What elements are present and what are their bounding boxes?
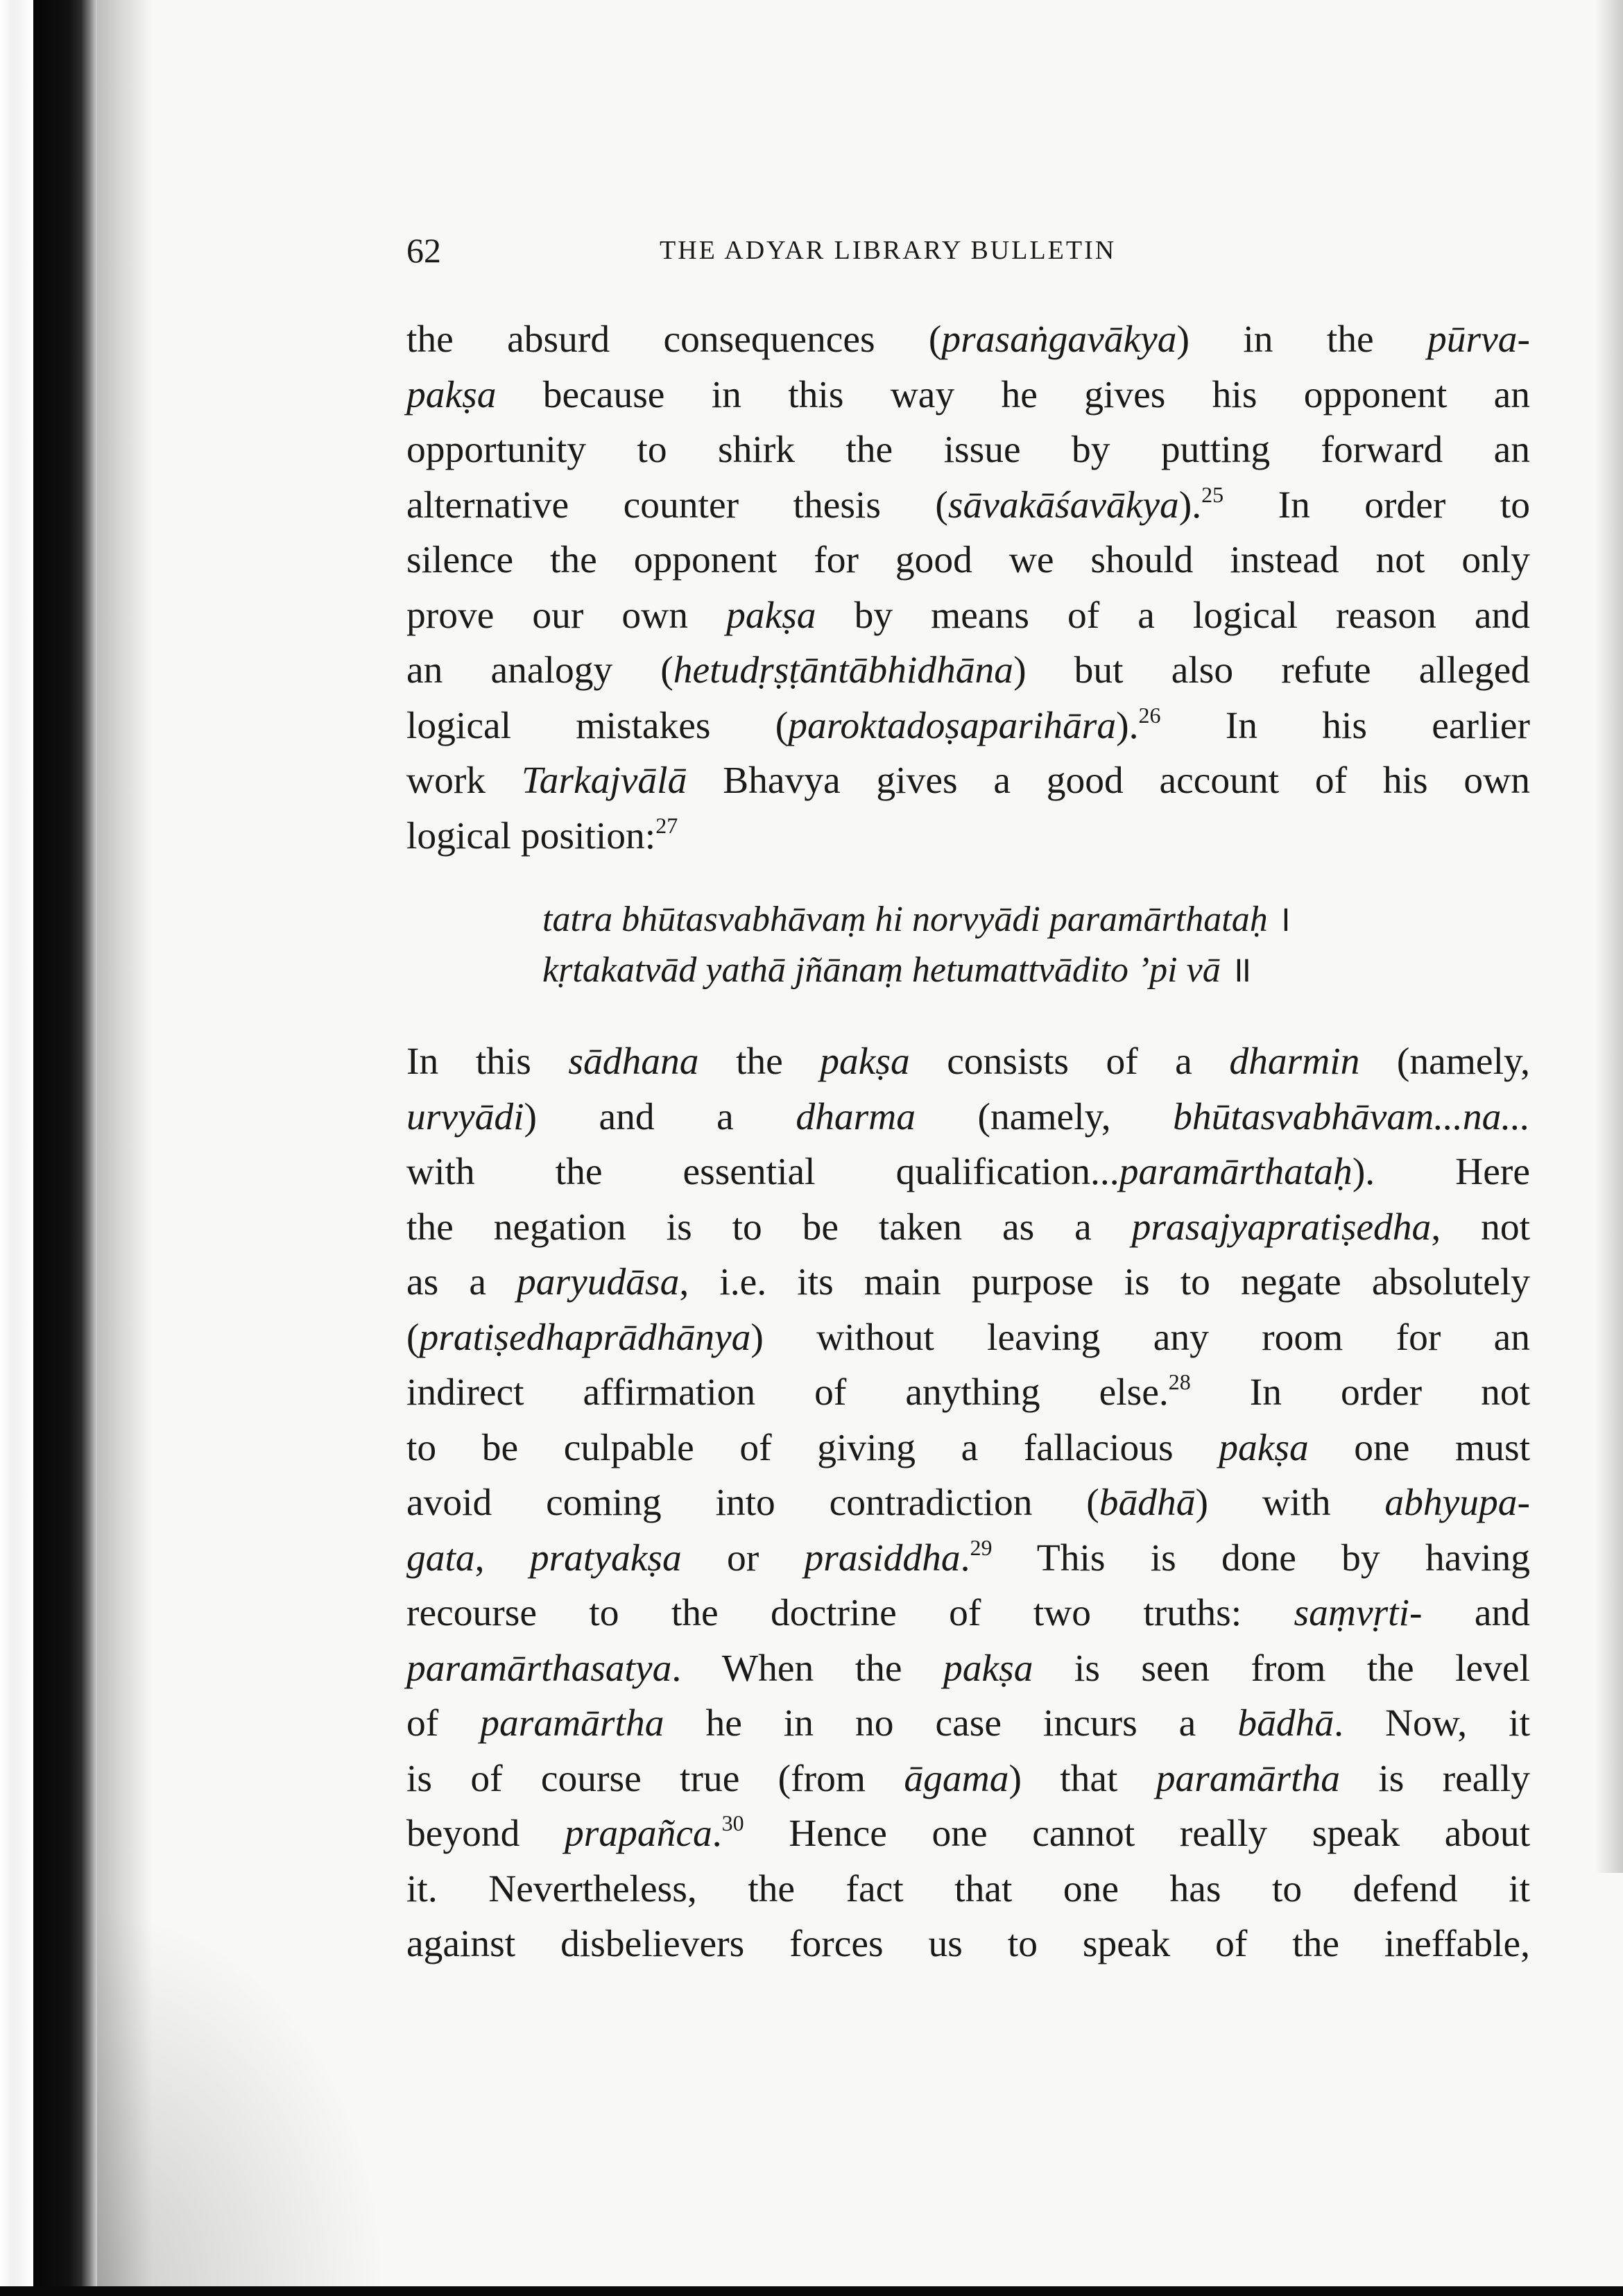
- text-line: with the essential qualification...paramārthataḥ). Here: [406, 1151, 1530, 1193]
- text-line: opportunity to shirk the issue by putting forward an: [406, 429, 1530, 471]
- footnote-ref: 30: [721, 1810, 744, 1835]
- book-page: [406, 226, 1530, 1972]
- text-line: silence the opponent for good we should instead not only: [406, 539, 1530, 581]
- text-line: beyond prapañca.$^{30}$ Hence one cannot really speak about: [406, 1810, 1530, 1855]
- page-number: 62: [406, 231, 441, 270]
- text-line: logical position:$^{27}$: [406, 812, 678, 857]
- text-line: it. Nevertheless, the fact that one has to defend it: [406, 1867, 1530, 1910]
- paragraph-2: [406, 1034, 1530, 1972]
- text-line: (pratiṣedhaprādhānya) without leaving any room for an: [406, 1316, 1530, 1359]
- text-line: as a paryudāsa, i.e. its main purpose is to negate absolutely: [406, 1261, 1531, 1303]
- footnote-ref: 25: [1201, 481, 1224, 507]
- footnote-ref: 27: [655, 812, 678, 838]
- text-line: logical mistakes (paroktadoṣaparihāra).$^{26}$ In his earlier: [406, 702, 1530, 747]
- binding-gutter-shadow: [33, 0, 97, 2296]
- danda-mark: ।: [1277, 900, 1291, 939]
- scan-noise-corner: [97, 1908, 388, 2296]
- text-line: against disbelievers forces us to speak of the ineffable,: [406, 1923, 1530, 1965]
- text-line: an analogy (hetudṛṣṭāntābhidhāna) but also refute alleged: [406, 649, 1530, 692]
- text-line: work Tarkajvālā Bhavya gives a good account of his own: [406, 760, 1530, 802]
- text-line: indirect affirmation of anything else.$^{28}$ In order not: [406, 1369, 1531, 1414]
- text-line: avoid coming into contradiction (bādhā) with abhyupa-: [406, 1482, 1530, 1524]
- scan-bottom-edge: [0, 2286, 1623, 2296]
- footnote-ref: 28: [1168, 1369, 1191, 1394]
- text-line: In this sādhana the pakṣa consists of a dharmin (namely,: [406, 1040, 1531, 1083]
- running-head: [406, 226, 1530, 275]
- text-line: urvyādi) and a dharma (namely, bhūtasvabhāvam...na...: [406, 1095, 1531, 1138]
- text-line: pakṣa because in this way he gives his opponent an: [406, 373, 1530, 416]
- text-line: the negation is to be taken as a prasajyapratiṣedha, not: [406, 1206, 1530, 1249]
- text-line: to be culpable of giving a fallacious pakṣa one must: [406, 1426, 1530, 1469]
- text-line: of paramārtha he in no case incurs a bādhā. Now, it: [406, 1702, 1530, 1745]
- paragraph-1: [406, 312, 1530, 864]
- text-line: the absurd consequences (prasaṅgavākya) in the pūrva-: [406, 318, 1530, 361]
- sanskrit-verse: [542, 894, 1530, 995]
- text-line: prove our own pakṣa by means of a logical reason and: [406, 594, 1530, 637]
- verse-line: tatra bhūtasvabhāvaṃ hi norvyādi paramārthataḥ ।: [542, 900, 1291, 939]
- footnote-ref: 26: [1138, 702, 1161, 728]
- text-line: paramārthasatya. When the pakṣa is seen from the level: [406, 1647, 1530, 1690]
- double-danda-mark: ॥: [1230, 950, 1252, 990]
- text-line: alternative counter thesis (sāvakāśavākya).$^{25}$ In order to: [406, 481, 1530, 526]
- footnote-ref: 29: [970, 1534, 993, 1560]
- text-line: is of course true (from āgama) that paramārtha is really: [406, 1757, 1530, 1800]
- journal-title: THE ADYAR LIBRARY BULLETIN: [660, 236, 1117, 265]
- text-line: recourse to the doctrine of two truths: saṃvṛti- and: [406, 1592, 1530, 1634]
- verse-line: kṛtakatvād yathā jñānaṃ hetumattvādito ’pi vā ॥: [542, 950, 1252, 990]
- text-line: gata, pratyakṣa or prasiddha.$^{29}$ This is done by having: [406, 1534, 1531, 1579]
- page-edge-right: [1595, 0, 1623, 1873]
- page-edge-left: [0, 0, 33, 2296]
